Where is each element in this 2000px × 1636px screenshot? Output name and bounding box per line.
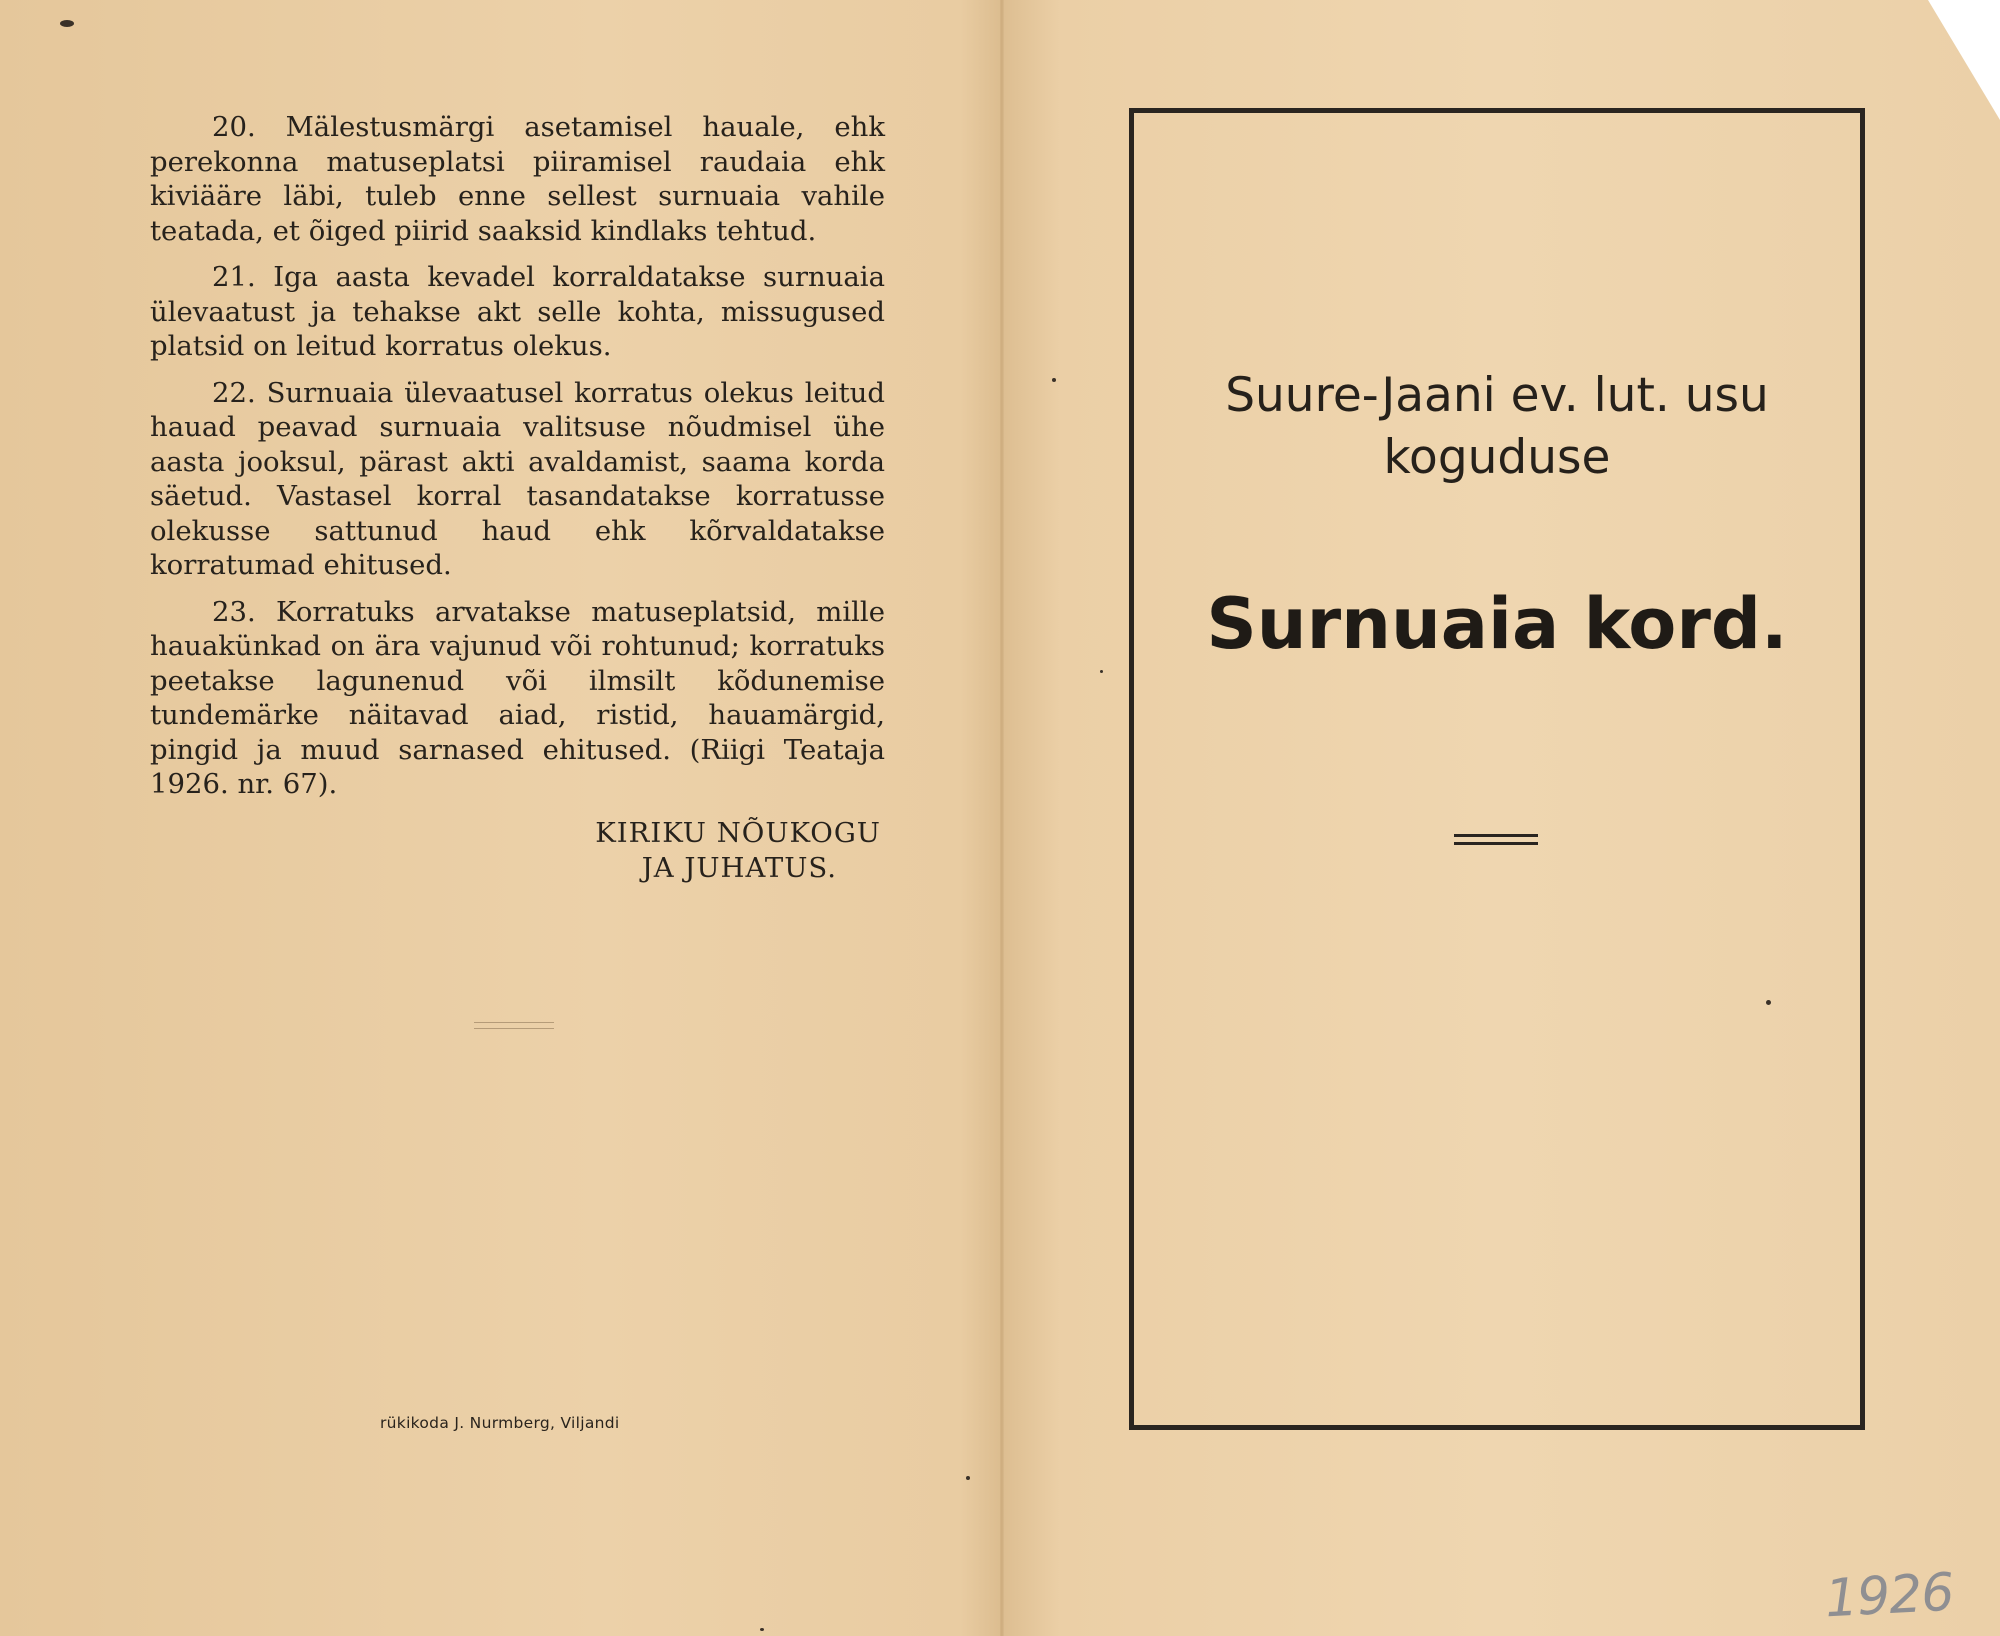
parish-line-2: koguduse <box>1383 430 1611 485</box>
paragraph-20: 20. Mälestusmärgi asetamisel hauale, ehk perekonna matuseplatsi piiramisel raudaia ehk kiviääre läbi, tuleb enne sellest surnuaia vahile teatada, et õiged piirid saaksid kindlaks tehtud. <box>150 111 885 247</box>
left-page-divider <box>474 1022 554 1029</box>
parish-line-1: Suure-Jaani ev. lut. usu <box>1225 368 1769 423</box>
printer-imprint: rükikoda J. Nurmberg, Viljandi <box>380 1414 620 1432</box>
ink-speck <box>60 20 74 27</box>
title-page-frame <box>1129 108 1865 1430</box>
left-page-text <box>150 110 885 814</box>
paragraph-21: 21. Iga aasta kevadel korraldatakse surnuaia ülevaatust ja tehakse akt selle kohta, missugused platsid on leitud korratus olekus. <box>150 261 885 362</box>
ink-speck <box>1766 1000 1771 1005</box>
ink-speck <box>760 1628 764 1631</box>
ink-speck <box>966 1476 970 1480</box>
paragraph-22: 22. Surnuaia ülevaatusel korratus olekus leitud hauad peavad surnuaia valitsuse nõudmisel ühe aasta jooksul, pärast akti avaldamist, saama korda säetud. Vastasel korral tasandatakse korratusse olekusse sattunud haud ehk kõrvaldatakse korratumad ehitused. <box>150 376 885 581</box>
signature-block <box>150 816 885 886</box>
title-divider <box>1454 834 1538 845</box>
handwritten-year-note: 1926 <box>1823 1562 1955 1630</box>
signature-line-council: KIRIKU NÕUKOGU <box>595 817 881 849</box>
paragraph-23: 23. Korratuks arvatakse matuseplatsid, mille hauakünkad on ära vajunud või rohtunud; korratuks peetakse lagunenud või ilmsilt kõdunemise tundemärke näitavad aiad, ristid, hauamärgid, pingid ja muud sarnased ehitused. (Riigi Teataja 1926. nr. 67). <box>150 595 885 800</box>
ink-speck <box>1100 670 1103 673</box>
signature-line-board: JA JUHATUS. <box>641 852 837 884</box>
ink-speck <box>1052 378 1056 382</box>
document-title: Surnuaia kord. <box>1206 583 1788 665</box>
center-fold <box>1000 0 1004 1636</box>
torn-corner <box>1928 0 2000 120</box>
parish-name <box>1134 365 1860 489</box>
